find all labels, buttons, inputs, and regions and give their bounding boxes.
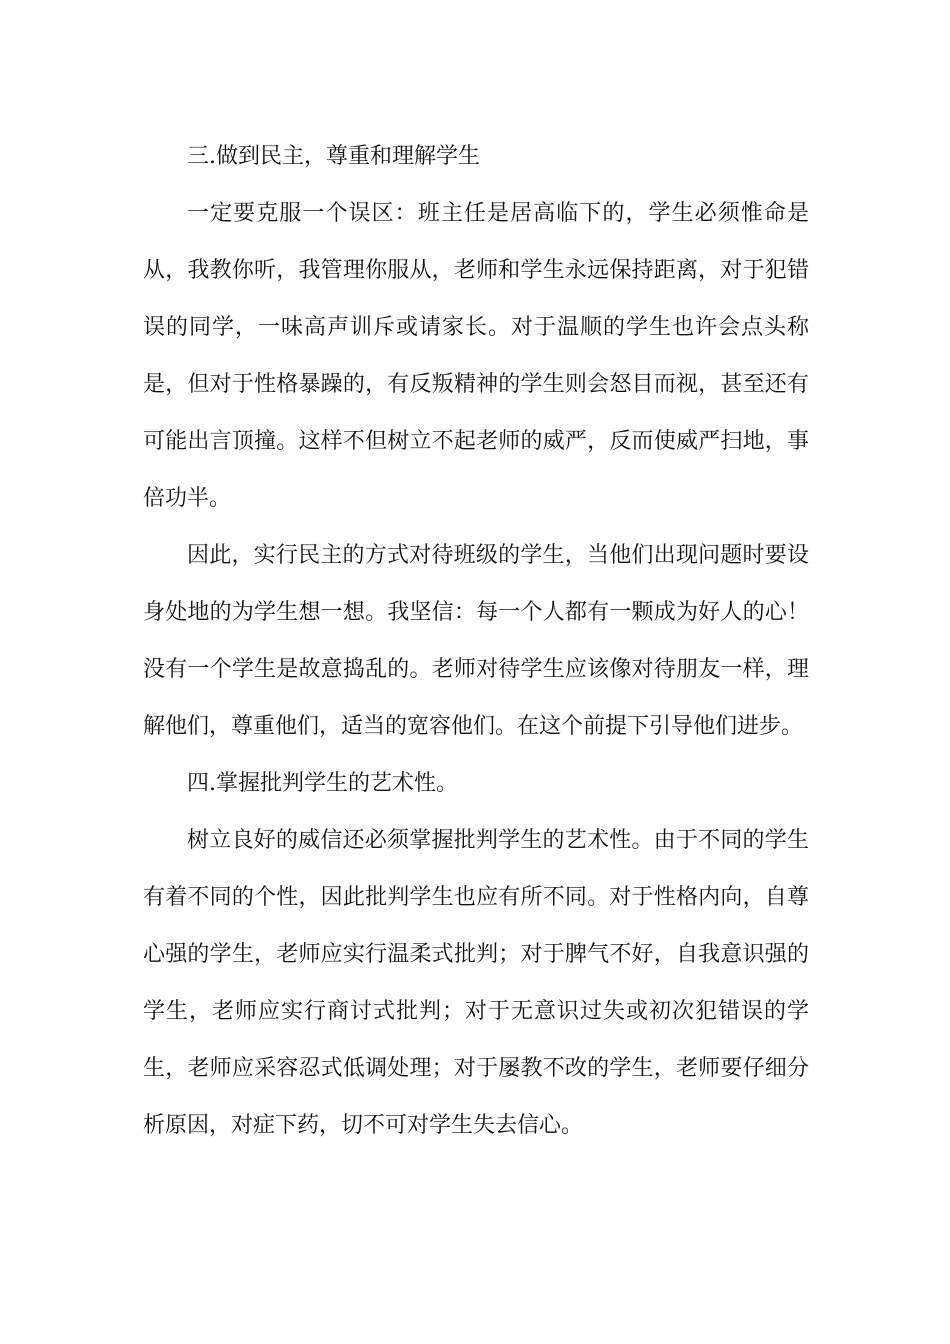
body-paragraph: 树立良好的威信还必须掌握批判学生的艺术性。由于不同的学生有着不同的个性，因此批判学生也应有所不同。对于性格内向，自尊心强的学生，老师应实行温柔式批判；对于脾气不好，自我意识强的学生，老师应实行商讨式批判；对于无意识过失或初次犯错误的学生，老师应采容忍式低调处理；对于屡教不改的学生，老师要仔细分析原因，对症下药，切不可对学生失去信心。 <box>143 828 809 1138</box>
document-body <box>143 128 809 1154</box>
body-paragraph: 一定要克服一个误区：班主任是居高临下的，学生必须惟命是从，我教你听，我管理你服从，老师和学生永远保持距离，对于犯错误的同学，一味高声训斥或请家长。对于温顺的学生也许会点头称是，但对于性格暴躁的，有反叛精神的学生则会怒目而视，甚至还有可能出言顶撞。这样不但树立不起老师的威严，反而使威严扫地，事倍功半。 <box>143 201 809 511</box>
section-heading-3: 三.做到民主，尊重和理解学生 <box>187 144 480 169</box>
body-paragraph: 因此，实行民主的方式对待班级的学生，当他们出现问题时要设身处地的为学生想一想。我坚信：每一个人都有一颗成为好人的心！没有一个学生是故意捣乱的。老师对待学生应该像对待朋友一样，理解他们，尊重他们，适当的宽容他们。在这个前提下引导他们进步。 <box>143 543 809 739</box>
section-heading-4: 四.掌握批判学生的艺术性。 <box>187 771 458 796</box>
